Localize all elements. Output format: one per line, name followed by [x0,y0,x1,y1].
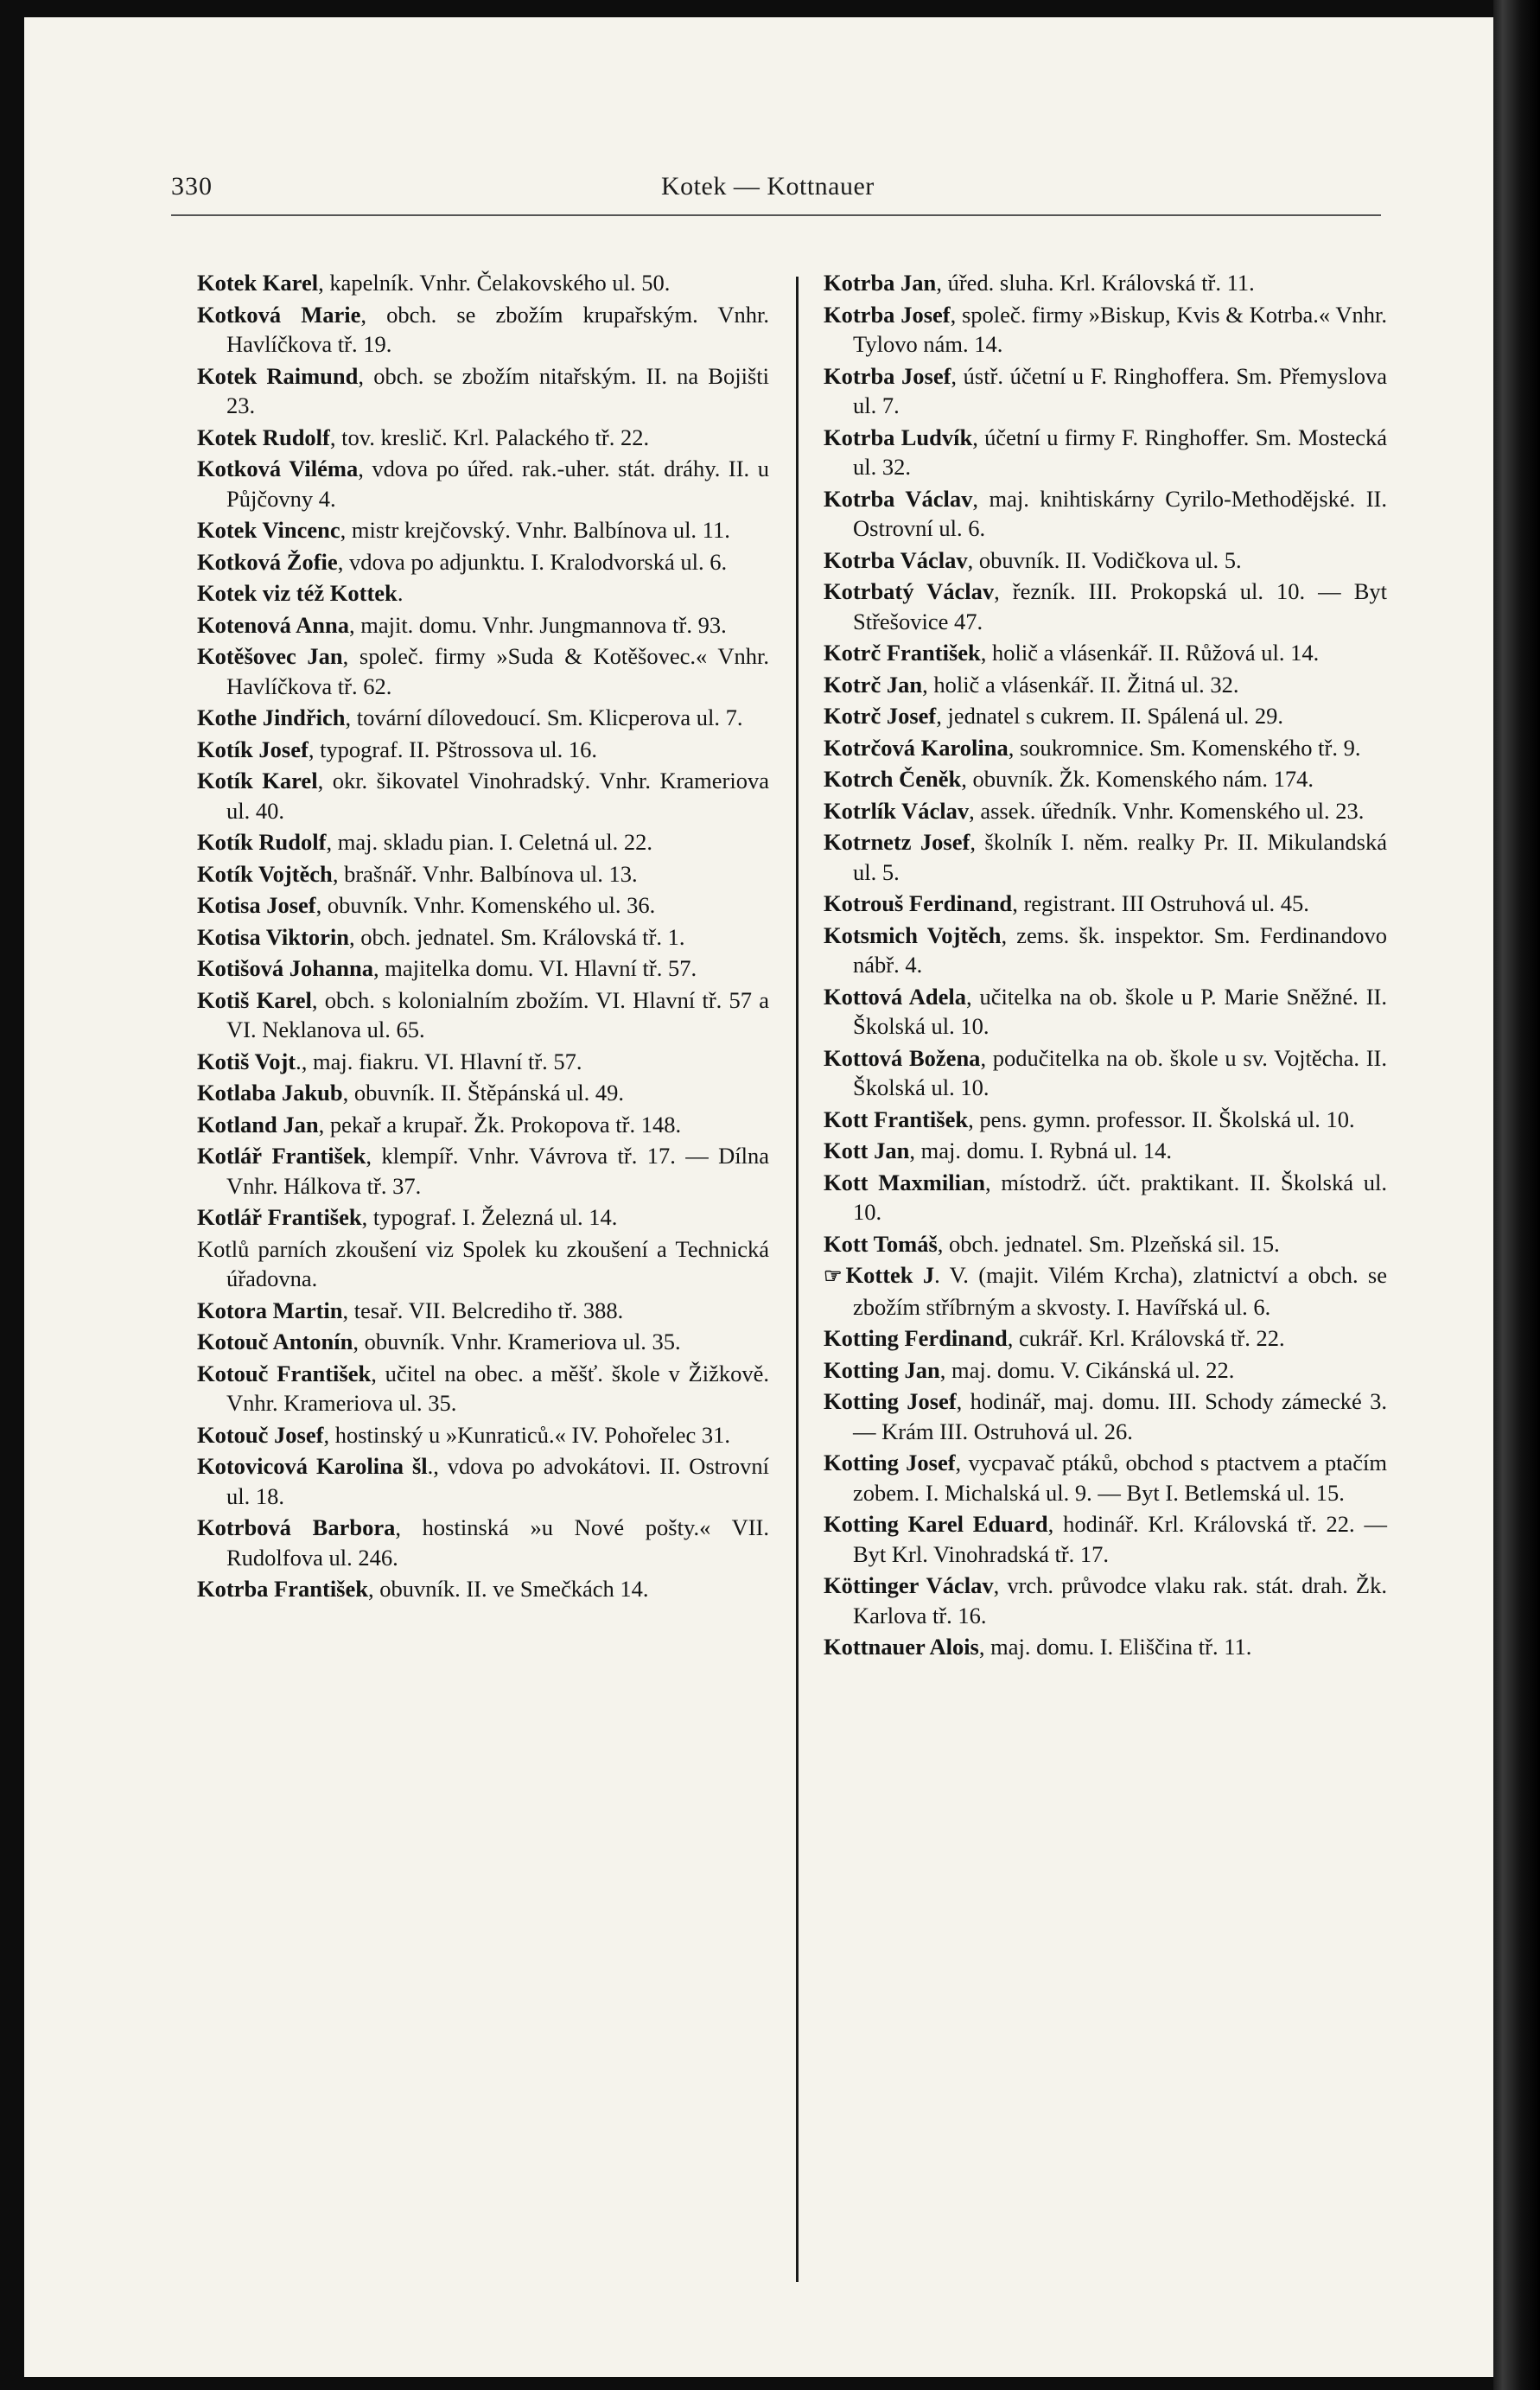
entry-text: Kottek J. V. (majit. Vilém Krcha), zlatnictví a obch. se zbožím stříbrným a skvosty. I. Havířská ul. 6. [845,1262,1387,1320]
entry-text: Kotenová Anna, majit. domu. Vnhr. Jungmannova tř. 93. [197,611,727,638]
entry-text: Köttinger Václav, vrch. průvodce vlaku rak. stát. drah. Žk. Karlova tř. 16. [824,1572,1387,1628]
directory-entry [824,1448,1387,1507]
directory-entry [197,953,769,984]
entry-text: Kotrch Čeněk, obuvník. Žk. Komenského nám. 174. [824,766,1314,792]
entry-text: Kotouč Josef, hostinský u »Kunraticů.« IV. Pohořelec 31. [197,1421,731,1448]
entry-text: Kotík Vojtěch, brašnář. Vnhr. Balbínova ul. 13. [197,860,638,887]
directory-entry [824,764,1387,794]
directory-entry [197,1110,769,1140]
directory-page [24,17,1493,2377]
entry-text: Kott Tomáš, obch. jednatel. Sm. Plzeňská sil. 15. [824,1230,1280,1257]
entry-text: Kotrlík Václav, assek. úředník. Vnhr. Komenského ul. 23. [824,797,1365,824]
directory-entry [197,1141,769,1201]
entry-text: Kotík Karel, okr. šikovatel Vinohradský. Vnhr. Krameriova ul. 40. [197,768,769,824]
directory-entry [824,1043,1387,1103]
directory-entry [824,701,1387,731]
pointing-hand-icon: ☞ [824,1265,843,1288]
directory-entry [197,703,769,733]
entry-text: Kottnauer Alois, maj. domu. I. Eliščina tř. 11. [824,1634,1252,1660]
directory-entry [824,1509,1387,1569]
directory-entry [824,827,1387,887]
entry-text: Kotková Marie, obch. se zbožím krupařským. Vnhr. Havlíčkova tř. 19. [197,301,769,357]
entry-text: Kotrč František, holič a vlásenkář. II. Růžová ul. 14. [824,640,1320,666]
directory-entry [197,515,769,545]
entry-text: Kotrba Václav, obuvník. II. Vodičkova ul. 5. [824,546,1242,573]
directory-entry [824,1355,1387,1386]
directory-entry [197,1513,769,1572]
directory-entry [197,735,769,765]
directory-entry [824,484,1387,544]
directory-entry [824,1632,1387,1662]
directory-entry [824,1168,1387,1227]
right-column [824,268,1387,1664]
directory-entry [197,641,769,701]
directory-entry [824,889,1387,919]
entry-text: Kotovicová Karolina šl., vdova po advokátovi. II. Ostrovní ul. 18. [197,1453,769,1509]
directory-entry [197,922,769,953]
entry-text: Kotting Karel Eduard, hodinář. Krl. Královská tř. 22. — Byt Krl. Vinohradská tř. 17. [824,1511,1387,1567]
entry-text: Kotting Jan, maj. domu. V. Cikánská ul. 22. [824,1356,1235,1383]
directory-entry [197,361,769,421]
entry-text: Kotík Rudolf, maj. skladu pian. I. Celetná ul. 22. [197,829,653,855]
directory-entry [197,423,769,453]
directory-entry [197,1296,769,1326]
entry-text: Kott Jan, maj. domu. I. Rybná ul. 14. [824,1138,1173,1163]
column-divider [796,277,799,2282]
directory-entry [197,610,769,641]
entry-text: Kottová Adela, učitelka na ob. škole u P. Marie Sněžné. II. Školská ul. 10. [824,983,1387,1039]
directory-entry [197,890,769,921]
directory-entry [824,982,1387,1042]
directory-entry [197,578,769,609]
directory-entry [824,921,1387,980]
directory-entry [197,1451,769,1511]
entry-text: Kotková Viléma, vdova po úřed. rak.-uher. stát. dráhy. II. u Půjčovny 4. [197,456,769,512]
directory-entry [197,827,769,857]
entry-text: Kotrba František, obuvník. II. ve Smečkách 14. [197,1576,649,1602]
entry-text: Kotrba Václav, maj. knihtiskárny Cyrilo-Methodějské. II. Ostrovní ul. 6. [824,485,1387,541]
entry-text: Kotouč František, učitel na obec. a měšť. škole v Žižkově. Vnhr. Krameriova ul. 35. [197,1360,769,1416]
directory-entry [824,1260,1387,1322]
entry-text: Kotora Martin, tesař. VII. Belcrediho tř. 388. [197,1297,624,1323]
entry-text: Kotting Ferdinand, cukrář. Krl. Královská tř. 22. [824,1325,1285,1351]
entry-text: Kotková Žofie, vdova po adjunktu. I. Kralodvorská ul. 6. [197,548,728,575]
directory-entry [197,1234,769,1294]
book-edge-shadow [1493,0,1540,2390]
directory-entry [197,1574,769,1604]
entry-text: Kotsmich Vojtěch, zems. šk. inspektor. Sm. Ferdinandovo nábř. 4. [824,921,1387,978]
entry-text: Kotrouš Ferdinand, registrant. III Ostruhová ul. 45. [824,890,1309,916]
entry-text: Kotrbatý Václav, řezník. III. Prokopská ul. 10. — Byt Střešovice 47. [824,578,1387,634]
entry-text: Kothe Jindřich, tovární dílovedoucí. Sm. Klicperova ul. 7. [197,704,743,730]
entry-text: Kotrnetz Josef, školník I. něm. realky Pr. II. Mikulandská ul. 5. [824,829,1387,885]
directory-entry [197,766,769,825]
entry-text: Kotrčová Karolina, soukromnice. Sm. Komenského tř. 9. [824,734,1361,761]
directory-entry [824,1229,1387,1259]
page-number: 330 [171,172,213,201]
entry-text: Kotek Raimund, obch. se zbožím nitařským. II. na Bojišti 23. [197,362,769,418]
left-column [197,268,769,1606]
directory-entry [197,454,769,513]
entry-text: Kotrba Josef, společ. firmy »Biskup, Kvis & Kotrba.« Vnhr. Tylovo nám. 14. [824,301,1387,357]
directory-entry [824,577,1387,636]
entry-text: Kotrč Jan, holič a vlásenkář. II. Žitná ul. 32. [824,671,1239,698]
directory-entry [824,1386,1387,1446]
directory-entry [197,300,769,360]
entry-text: Kotland Jan, pekař a krupař. Žk. Prokopova tř. 148. [197,1111,682,1138]
entry-text: Kotík Josef, typograf. II. Pštrossova ul. 16. [197,736,597,762]
directory-entry [824,638,1387,668]
entry-text: Kotrbová Barbora, hostinská »u Nové pošty.« VII. Rudolfova ul. 246. [197,1514,769,1571]
directory-entry [197,1047,769,1077]
directory-entry [197,1078,769,1108]
directory-entry [197,547,769,577]
directory-entry [197,1202,769,1233]
entry-text: Kotlů parních zkoušení viz Spolek ku zkoušení a Technická úřadovna. [197,1235,769,1291]
directory-entry [824,268,1387,298]
entry-text: Kott Maxmilian, místodrž. účt. praktikant. II. Školská ul. 10. [824,1169,1387,1225]
directory-entry [824,1571,1387,1630]
header-rule [171,214,1381,216]
entry-text: Kotiš Karel, obch. s kolonialním zbožím. VI. Hlavní tř. 57 a VI. Neklanova ul. 65. [197,986,769,1042]
entry-text: Kotek Rudolf, tov. kreslič. Krl. Palackého tř. 22. [197,424,650,450]
entry-text: Kotting Josef, hodinář, maj. domu. III. Schody zámecké 3. — Krám III. Ostruhová ul. 26. [824,1388,1388,1444]
entry-text: Kotlář František, typograf. I. Železná ul. 14. [197,1204,618,1230]
entry-text: Kott František, pens. gymn. professor. II. Školská ul. 10. [824,1106,1355,1132]
directory-entry [824,423,1387,482]
entry-text: Kotrč Josef, jednatel s cukrem. II. Spálená ul. 29. [824,703,1284,729]
entry-text: Kotrba Jan, úřed. sluha. Krl. Královská tř. 11. [824,270,1255,296]
directory-entry [824,1136,1387,1166]
directory-entry [824,545,1387,576]
directory-entry [197,985,769,1045]
directory-entry [824,796,1387,826]
entry-text: Kotisa Viktorin, obch. jednatel. Sm. Královská tř. 1. [197,923,685,950]
entry-text: Kotiš Vojt., maj. fiakru. VI. Hlavní tř. 57. [197,1048,582,1074]
directory-entry [824,1105,1387,1135]
directory-entry [197,1327,769,1357]
directory-entry [197,1359,769,1418]
directory-entry [824,361,1387,421]
directory-entry [197,1420,769,1450]
entry-text: Kotek Vincenc, mistr krejčovský. Vnhr. Balbínova ul. 11. [197,517,730,543]
entry-text: Kotlář František, klempíř. Vnhr. Vávrova tř. 17. — Dílna Vnhr. Hálkova tř. 37. [197,1143,770,1199]
running-head: Kotek — Kottnauer [661,172,875,201]
entry-text: Kotlaba Jakub, obuvník. II. Štěpánská ul. 49. [197,1080,624,1106]
directory-entry [824,300,1387,360]
entry-text: Kotting Josef, vycpavač ptáků, obchod s ptactvem a ptačím zobem. I. Michalská ul. 9. — Byt I. Betlemská ul. 15. [824,1450,1387,1506]
directory-entry [824,733,1387,763]
entry-text: Kotouč Antonín, obuvník. Vnhr. Krameriova ul. 35. [197,1329,681,1354]
page-header [171,169,1381,212]
directory-entry [824,670,1387,700]
entry-text: Kotěšovec Jan, společ. firmy »Suda & Kotěšovec.« Vnhr. Havlíčkova tř. 62. [197,643,769,699]
directory-entry [197,268,769,298]
directory-entry [197,859,769,889]
entry-text: Kotek Karel, kapelník. Vnhr. Čelakovského ul. 50. [197,270,671,296]
entry-text: Kotišová Johanna, majitelka domu. VI. Hlavní tř. 57. [197,955,697,981]
directory-entry [824,1323,1387,1354]
entry-text: Kotrba Ludvík, účetní u firmy F. Ringhoffer. Sm. Mostecká ul. 32. [824,424,1387,480]
entry-text: Kotisa Josef, obuvník. Vnhr. Komenského ul. 36. [197,892,656,918]
entry-text: Kottová Božena, podučitelka na ob. škole u sv. Vojtěcha. II. Školská ul. 10. [824,1044,1387,1100]
entry-text: Kotrba Josef, ústř. účetní u F. Ringhoffera. Sm. Přemyslova ul. 7. [824,362,1387,418]
entry-text: Kotek viz též Kottek. [197,580,404,606]
